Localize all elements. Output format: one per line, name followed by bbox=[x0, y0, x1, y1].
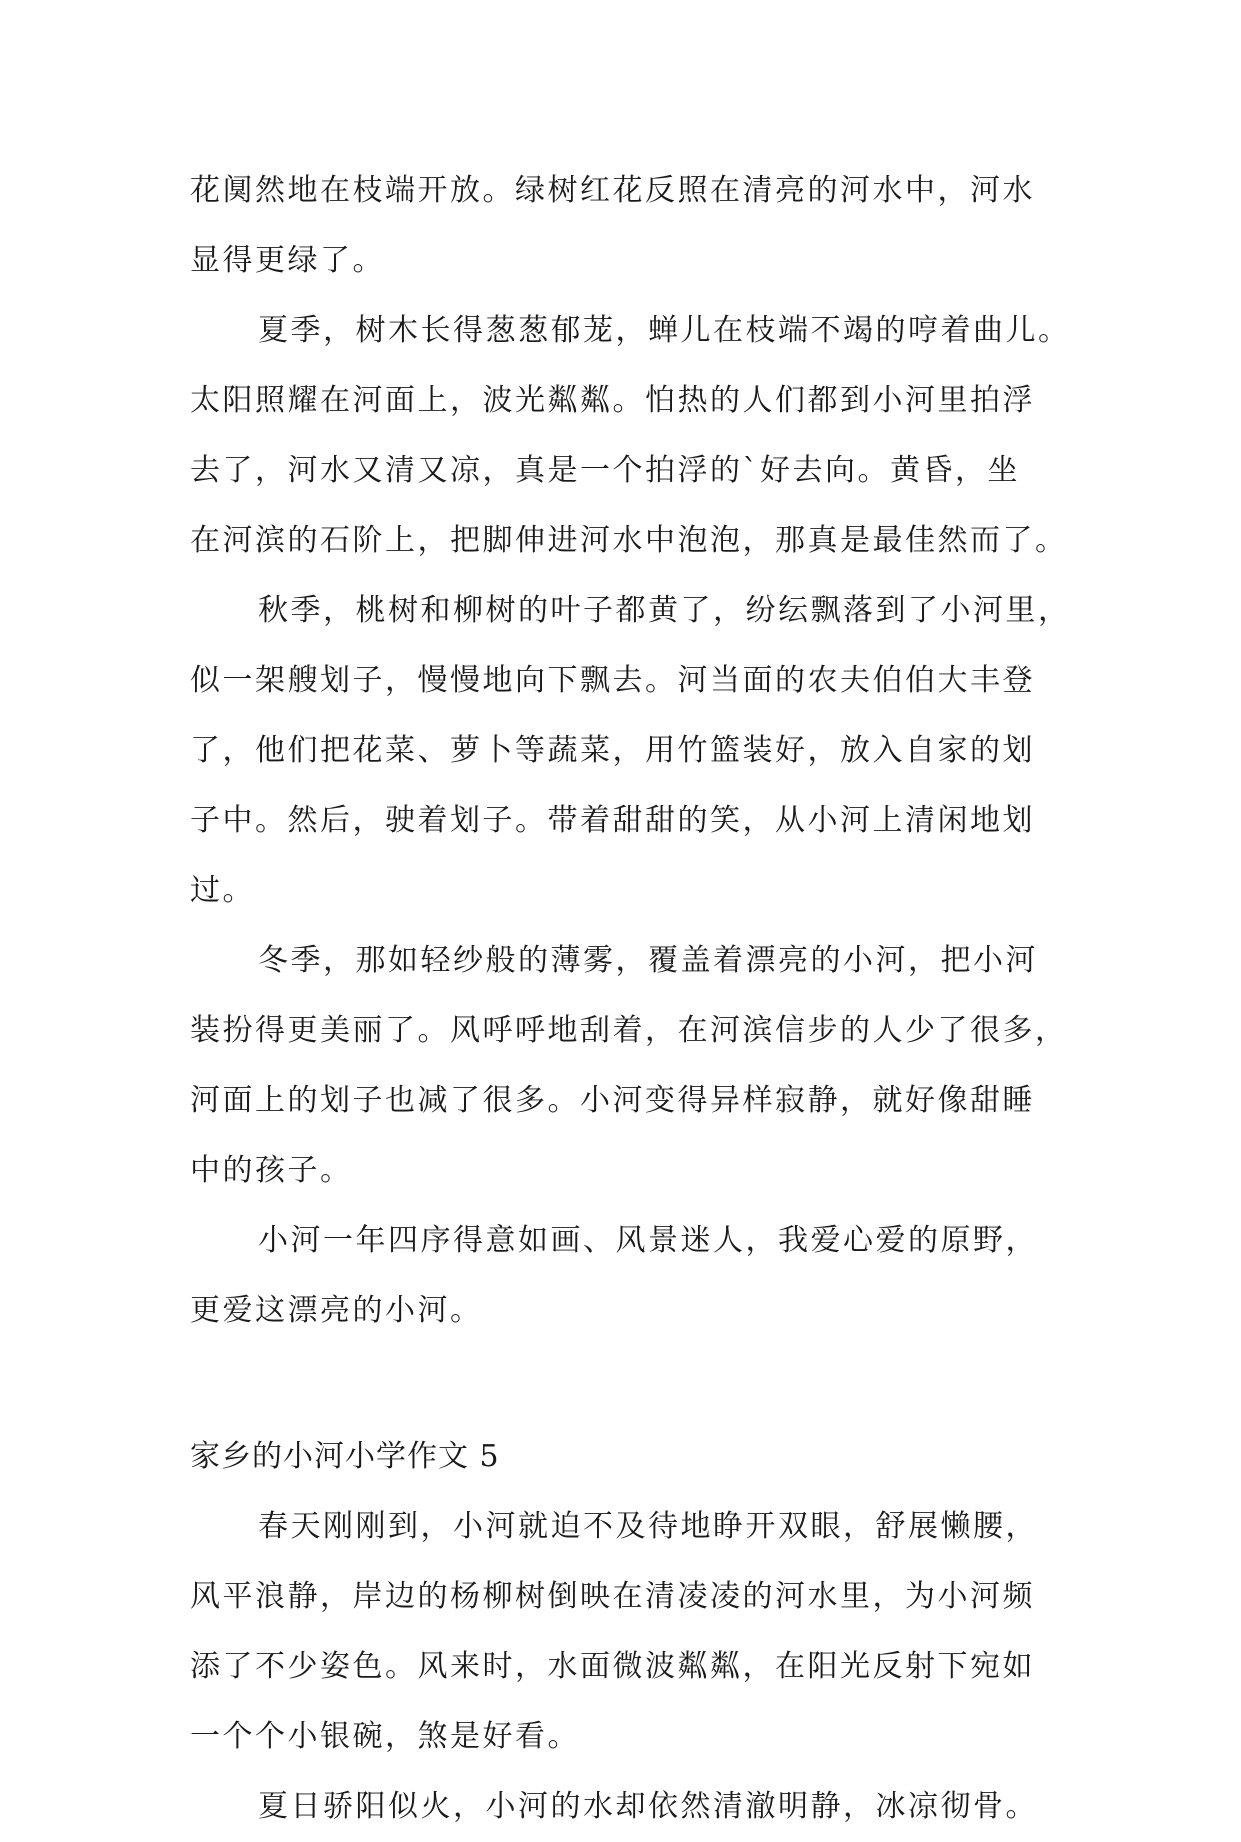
text-line: 夏日骄阳似火，小河的水却依然清澈明静，冰凉彻骨。 bbox=[258, 1789, 1038, 1824]
text-line: 显得更绿了。 bbox=[190, 243, 385, 278]
text-line: 了，他们把花菜、萝卜等蔬菜，用竹篮装好，放入自家的划 bbox=[190, 733, 1035, 768]
text-line: 秋季，桃树和柳树的叶子都黄了，纷纭飘落到了小河里， bbox=[258, 593, 1071, 628]
text-line: 去了，河水又清又凉，真是一个拍浮的`好去向。黄昏，坐 bbox=[190, 453, 1020, 488]
section-title: 家乡的小河小学作文 5 bbox=[190, 1439, 500, 1474]
text-line: 一个个小银碗，煞是好看。 bbox=[190, 1719, 580, 1754]
text-line: 子中。然后，驶着划子。带着甜甜的笑，从小河上清闲地划 bbox=[190, 803, 1035, 838]
text-line: 更爱这漂亮的小河。 bbox=[190, 1293, 483, 1328]
text-line: 夏季，树木长得葱葱郁茏，蝉儿在枝端不竭的哼着曲儿。 bbox=[258, 313, 1071, 348]
text-line: 添了不少姿色。风来时，水面微波粼粼，在阳光反射下宛如 bbox=[190, 1649, 1035, 1684]
text-line: 河面上的划子也减了很多。小河变得异样寂静，就好像甜睡 bbox=[190, 1083, 1035, 1118]
text-line: 花阒然地在枝端开放。绿树红花反照在清亮的河水中，河水 bbox=[190, 173, 1035, 208]
document-body bbox=[190, 156, 1070, 1842]
paragraph bbox=[190, 576, 1070, 926]
section-spacer bbox=[190, 1346, 1070, 1422]
paragraph bbox=[190, 1492, 1070, 1772]
paragraph bbox=[190, 156, 1070, 296]
text-line: 似一架艘划子，慢慢地向下飘去。河当面的农夫伯伯大丰登 bbox=[190, 663, 1035, 698]
paragraph bbox=[190, 1206, 1070, 1346]
text-line: 小河一年四序得意如画、风景迷人，我爱心爱的原野， bbox=[258, 1223, 1038, 1258]
text-line: 冬季，那如轻纱般的薄雾，覆盖着漂亮的小河，把小河 bbox=[258, 943, 1038, 978]
text-line: 过。 bbox=[190, 873, 255, 908]
paragraph bbox=[190, 296, 1070, 576]
paragraph bbox=[190, 1772, 1070, 1842]
text-line: 在河滨的石阶上，把脚伸进河水中泡泡，那真是最佳然而了。 bbox=[190, 523, 1068, 558]
text-line: 太阳照耀在河面上，波光粼粼。怕热的人们都到小河里拍浮 bbox=[190, 383, 1035, 418]
paragraph bbox=[190, 926, 1070, 1206]
text-line: 装扮得更美丽了。风呼呼地刮着，在河滨信步的人少了很多， bbox=[190, 1013, 1068, 1048]
text-line: 中的孩子。 bbox=[190, 1153, 353, 1188]
text-line: 春天刚刚到，小河就迫不及待地睁开双眼，舒展懒腰， bbox=[258, 1509, 1038, 1544]
text-line: 风平浪静，岸边的杨柳树倒映在清凌凌的河水里，为小河频 bbox=[190, 1579, 1035, 1614]
